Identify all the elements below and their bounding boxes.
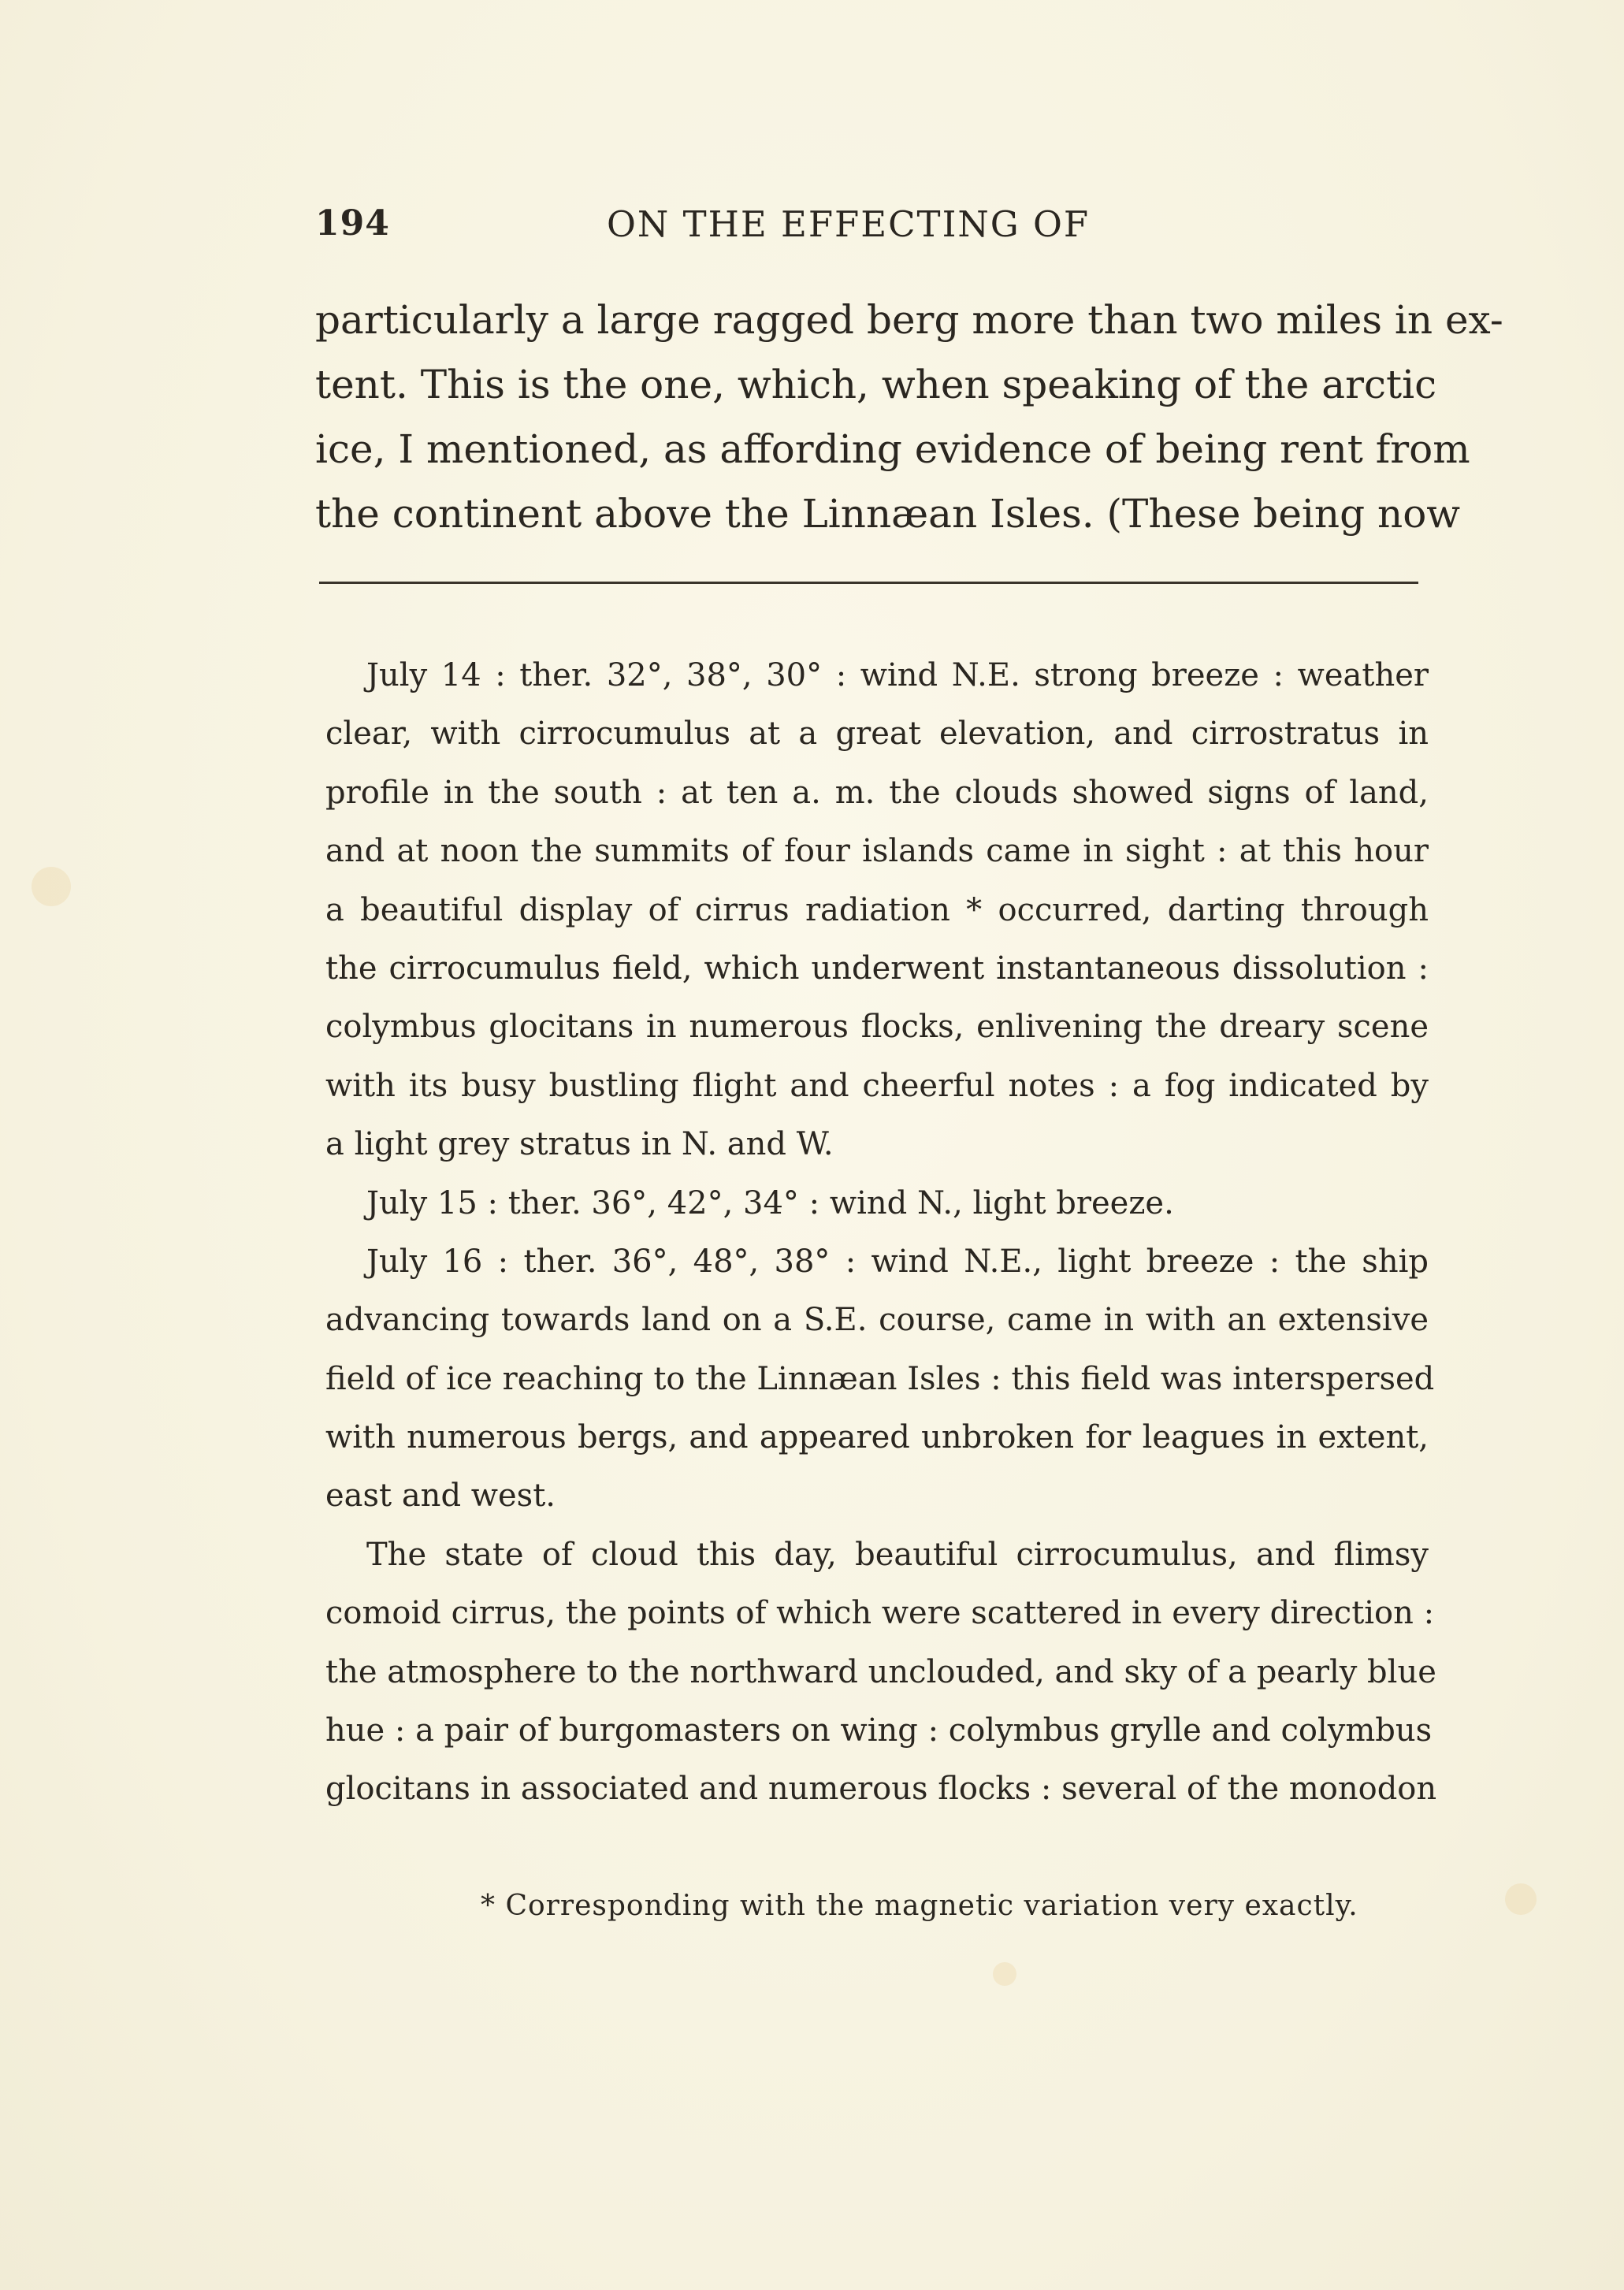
note-line: east and west. bbox=[325, 1478, 556, 1515]
note-line: a beautiful display of cirrus radiation * occurred, darting through bbox=[325, 891, 1429, 928]
note-line: July 16 : ther. 36°, 48°, 38° : wind N.E., light breeze : the ship bbox=[366, 1243, 1429, 1280]
page-header bbox=[315, 203, 1434, 258]
main-text-line: tent. This is the one, which, when speaking of the arctic bbox=[315, 362, 1437, 407]
note-line: advancing towards land on a S.E. course, came in with an extensive bbox=[325, 1302, 1429, 1339]
note-line: July 15 : ther. 36°, 42°, 34° : wind N., light breeze. bbox=[366, 1184, 1174, 1221]
paper-stain bbox=[32, 867, 71, 906]
main-text-line: the continent above the Linnæan Isles. (These being now bbox=[315, 491, 1461, 537]
note-line: field of ice reaching to the Linnæan Isles : this field was interspersed bbox=[325, 1360, 1435, 1397]
note-line: hue : a pair of burgomasters on wing : colymbus grylle and colymbus bbox=[325, 1712, 1433, 1749]
note-line: clear, with cirrocumulus at a great elevation, and cirrostratus in bbox=[325, 716, 1429, 753]
note-line: the cirrocumulus field, which underwent instantaneous dissolution : bbox=[325, 950, 1429, 987]
notes-block bbox=[325, 646, 1437, 1819]
note-line: and at noon the summits of four islands came in sight : at this hour bbox=[325, 833, 1429, 870]
paper-stain bbox=[993, 1962, 1016, 1986]
footnote: * Corresponding with the magnetic variation very exactly. bbox=[481, 1890, 1358, 1922]
note-line: a light grey stratus in N. and W. bbox=[325, 1126, 834, 1163]
note-line: the atmosphere to the northward unclouded, and sky of a pearly blue bbox=[325, 1653, 1436, 1690]
note-line: with its busy bustling flight and cheerful notes : a fog indicated by bbox=[325, 1067, 1429, 1104]
note-line: The state of cloud this day, beautiful cirrocumulus, and flimsy bbox=[366, 1536, 1429, 1573]
main-text-block bbox=[315, 288, 1503, 546]
note-line: comoid cirrus, the points of which were scattered in every direction : bbox=[325, 1595, 1435, 1632]
note-line: profile in the south : at ten a. m. the clouds showed signs of land, bbox=[325, 774, 1429, 811]
note-line: July 14 : ther. 32°, 38°, 30° : wind N.E. strong breeze : weather bbox=[366, 657, 1429, 693]
running-head: ON THE EFFECTING OF bbox=[607, 203, 1091, 245]
section-divider bbox=[319, 582, 1418, 584]
note-line: glocitans in associated and numerous flocks : several of the monodon bbox=[325, 1771, 1437, 1808]
main-text-line: particularly a large ragged berg more than two miles in ex- bbox=[315, 297, 1503, 343]
note-line: colymbus glocitans in numerous flocks, enlivening the dreary scene bbox=[325, 1009, 1429, 1046]
page-number: 194 bbox=[315, 203, 390, 243]
note-line: with numerous bergs, and appeared unbroken for leagues in extent, bbox=[325, 1419, 1429, 1456]
main-text-line: ice, I mentioned, as affording evidence of being rent from bbox=[315, 426, 1470, 472]
paper-stain bbox=[1505, 1883, 1537, 1915]
